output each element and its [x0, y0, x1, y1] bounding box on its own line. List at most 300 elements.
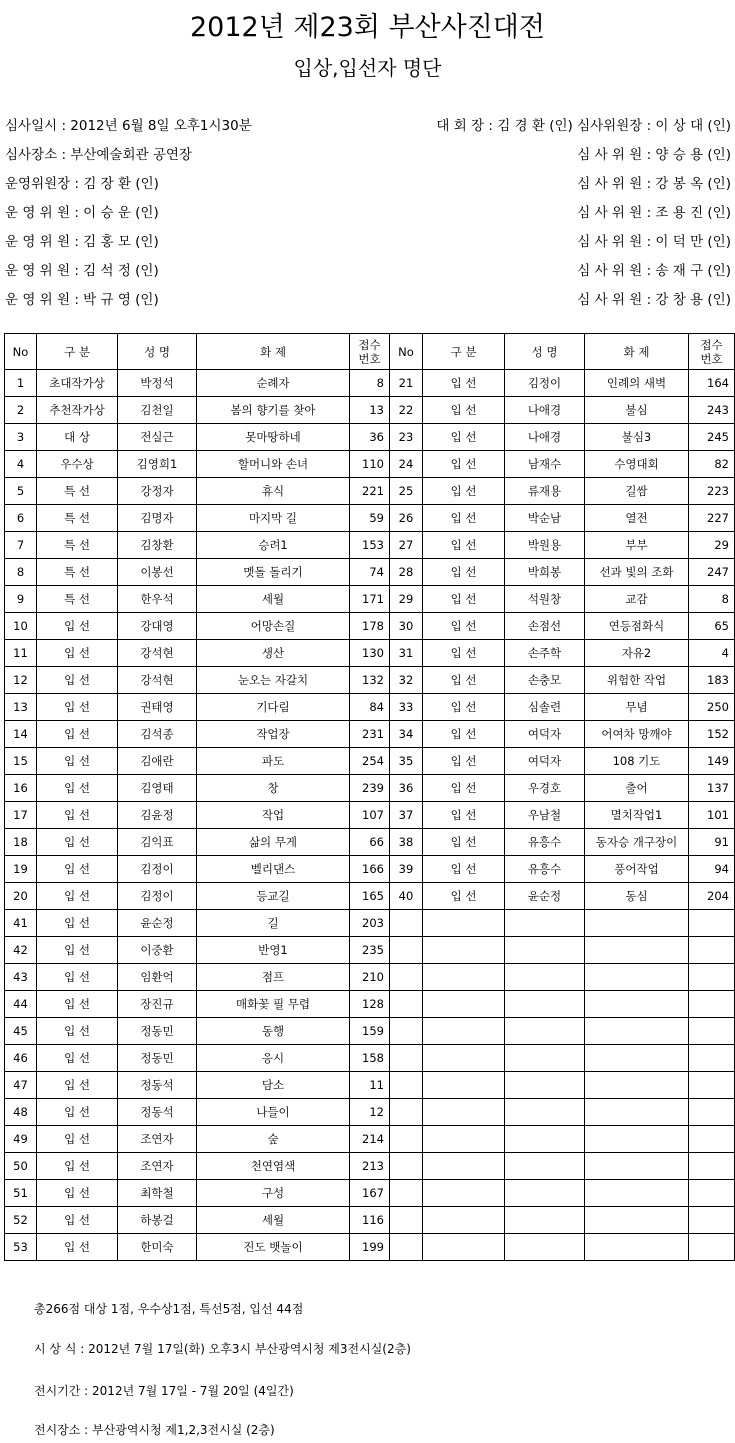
document-title: 2012년 제23회 부산사진대전 [190, 12, 545, 43]
cell-name [505, 1018, 585, 1045]
cell-no: 40 [390, 883, 423, 910]
cell-category: 입 선 [37, 964, 118, 991]
cell-name: 이봉선 [118, 559, 197, 586]
cell-work-title: 출어 [585, 775, 689, 802]
cell-name: 류재용 [505, 478, 585, 505]
table-row [5, 586, 735, 613]
cell-no [390, 1126, 423, 1153]
cell-work-title: 담소 [197, 1072, 350, 1099]
info-right-text: 심 사 위 원 : 이 덕 만 (인) [577, 234, 731, 250]
cell-work-title: 작업 [197, 802, 350, 829]
cell-no [390, 937, 423, 964]
cell-category: 입 선 [37, 937, 118, 964]
cell-category [423, 937, 505, 964]
cell-entry-no: 94 [689, 856, 735, 883]
cell-work-title: 수영대회 [585, 451, 689, 478]
cell-work-title [585, 910, 689, 937]
cell-category: 입 선 [423, 856, 505, 883]
table-row [5, 478, 735, 505]
cell-entry-no: 227 [689, 505, 735, 532]
cell-work-title: 동자승 개구장이 [585, 829, 689, 856]
cell-category: 입 선 [423, 370, 505, 397]
info-row [0, 143, 735, 167]
cell-entry-no: 239 [350, 775, 390, 802]
cell-work-title: 세월 [197, 1207, 350, 1234]
cell-work-title: 응시 [197, 1045, 350, 1072]
table-row [5, 397, 735, 424]
cell-no [390, 1207, 423, 1234]
cell-entry-no: 158 [350, 1045, 390, 1072]
cell-entry-no: 171 [350, 586, 390, 613]
cell-no [390, 1045, 423, 1072]
table-row [5, 748, 735, 775]
cell-entry-no [689, 1045, 735, 1072]
cell-no: 52 [5, 1207, 37, 1234]
cell-name: 정동석 [118, 1072, 197, 1099]
cell-name: 한우석 [118, 586, 197, 613]
cell-no: 51 [5, 1180, 37, 1207]
cell-no: 44 [5, 991, 37, 1018]
cell-entry-no: 82 [689, 451, 735, 478]
cell-no [390, 1153, 423, 1180]
cell-name: 김정이 [118, 883, 197, 910]
table-header-row [5, 334, 735, 370]
cell-entry-no: 128 [350, 991, 390, 1018]
cell-name: 김윤정 [118, 802, 197, 829]
cell-work-title: 세월 [197, 586, 350, 613]
cell-work-title: 등교길 [197, 883, 350, 910]
cell-entry-no: 84 [350, 694, 390, 721]
cell-category: 입 선 [37, 721, 118, 748]
cell-work-title: 할머니와 손녀 [197, 451, 350, 478]
cell-entry-no: 29 [689, 532, 735, 559]
cell-name [505, 910, 585, 937]
cell-name: 여덕자 [505, 721, 585, 748]
cell-category: 특 선 [37, 532, 118, 559]
cell-work-title: 반영1 [197, 937, 350, 964]
table-row [5, 667, 735, 694]
cell-no: 24 [390, 451, 423, 478]
cell-no [390, 1234, 423, 1261]
cell-category: 입 선 [423, 451, 505, 478]
cell-no: 18 [5, 829, 37, 856]
cell-work-title: 순례자 [197, 370, 350, 397]
cell-category [423, 1153, 505, 1180]
cell-no: 22 [390, 397, 423, 424]
cell-work-title: 자유2 [585, 640, 689, 667]
footer-ceremony: 시 상 식 : 2012년 7월 17일(화) 오후3시 부산광역시청 제3전시실(2층) [34, 1342, 411, 1356]
cell-entry-no: 91 [689, 829, 735, 856]
cell-no: 10 [5, 613, 37, 640]
table-row [5, 1072, 735, 1099]
cell-entry-no [689, 1072, 735, 1099]
cell-category: 입 선 [423, 667, 505, 694]
cell-work-title [585, 1234, 689, 1261]
cell-category [423, 1234, 505, 1261]
cell-no: 50 [5, 1153, 37, 1180]
cell-no [390, 964, 423, 991]
cell-name [505, 964, 585, 991]
cell-work-title: 선과 빛의 조화 [585, 559, 689, 586]
table-row [5, 1234, 735, 1261]
cell-no: 38 [390, 829, 423, 856]
cell-work-title: 휴식 [197, 478, 350, 505]
cell-name: 우경호 [505, 775, 585, 802]
table-row [5, 640, 735, 667]
cell-category: 초대작가상 [37, 370, 118, 397]
cell-entry-no [689, 1207, 735, 1234]
info-row [0, 114, 735, 138]
cell-name: 강정자 [118, 478, 197, 505]
table-row [5, 1018, 735, 1045]
cell-name [505, 1072, 585, 1099]
cell-work-title: 봄의 향기를 찾아 [197, 397, 350, 424]
table-row [5, 451, 735, 478]
cell-work-title: 열전 [585, 505, 689, 532]
table-row [5, 613, 735, 640]
cell-work-title [585, 1180, 689, 1207]
cell-no: 26 [390, 505, 423, 532]
cell-entry-no: 74 [350, 559, 390, 586]
cell-name: 손점선 [505, 613, 585, 640]
info-row [0, 288, 735, 312]
info-row [0, 230, 735, 254]
cell-category [423, 991, 505, 1018]
cell-no: 9 [5, 586, 37, 613]
cell-entry-no: 152 [689, 721, 735, 748]
cell-name: 조연자 [118, 1126, 197, 1153]
cell-no: 42 [5, 937, 37, 964]
cell-work-title: 생산 [197, 640, 350, 667]
cell-name: 정동석 [118, 1099, 197, 1126]
cell-name: 나애경 [505, 397, 585, 424]
cell-name [505, 1045, 585, 1072]
cell-work-title: 매화꽃 필 무렵 [197, 991, 350, 1018]
cell-category: 입 선 [423, 586, 505, 613]
cell-category: 입 선 [423, 559, 505, 586]
cell-entry-no: 235 [350, 937, 390, 964]
cell-entry-no: 12 [350, 1099, 390, 1126]
cell-no: 23 [390, 424, 423, 451]
table-row [5, 505, 735, 532]
cell-entry-no: 247 [689, 559, 735, 586]
cell-no: 27 [390, 532, 423, 559]
cell-work-title: 창 [197, 775, 350, 802]
cell-no: 20 [5, 883, 37, 910]
cell-no: 33 [390, 694, 423, 721]
cell-no: 46 [5, 1045, 37, 1072]
table-row [5, 856, 735, 883]
cell-no [390, 1018, 423, 1045]
cell-no: 11 [5, 640, 37, 667]
cell-category [423, 1126, 505, 1153]
cell-entry-no: 107 [350, 802, 390, 829]
cell-name [505, 1207, 585, 1234]
table-row [5, 370, 735, 397]
cell-category: 입 선 [37, 991, 118, 1018]
cell-category: 입 선 [423, 397, 505, 424]
cell-name: 우남철 [505, 802, 585, 829]
cell-name: 한미숙 [118, 1234, 197, 1261]
cell-no: 12 [5, 667, 37, 694]
cell-category: 입 선 [423, 748, 505, 775]
winners-table [4, 333, 735, 1261]
cell-work-title: 부부 [585, 532, 689, 559]
cell-no: 43 [5, 964, 37, 991]
table-row [5, 1126, 735, 1153]
cell-no: 2 [5, 397, 37, 424]
cell-work-title [585, 1072, 689, 1099]
cell-category: 입 선 [37, 856, 118, 883]
cell-work-title: 기다림 [197, 694, 350, 721]
cell-no: 48 [5, 1099, 37, 1126]
cell-entry-no: 153 [350, 532, 390, 559]
info-left-text: 운 영 위 원 : 김 홍 모 (인) [5, 234, 159, 250]
cell-work-title: 점프 [197, 964, 350, 991]
header-entry-no-line1: 접수 [700, 337, 723, 352]
cell-category: 입 선 [37, 613, 118, 640]
info-right-text: 심 사 위 원 : 양 승 용 (인) [577, 147, 731, 163]
table-row [5, 1207, 735, 1234]
cell-no: 19 [5, 856, 37, 883]
cell-work-title: 무념 [585, 694, 689, 721]
cell-work-title: 풍어작업 [585, 856, 689, 883]
cell-no [390, 991, 423, 1018]
cell-category [423, 1072, 505, 1099]
cell-category: 입 선 [37, 1234, 118, 1261]
cell-name: 김석종 [118, 721, 197, 748]
cell-name: 석원창 [505, 586, 585, 613]
cell-category: 입 선 [37, 829, 118, 856]
cell-work-title: 천연염색 [197, 1153, 350, 1180]
cell-entry-no [689, 1018, 735, 1045]
info-left-text: 심사장소 : 부산예술회관 공연장 [5, 147, 192, 163]
cell-entry-no: 116 [350, 1207, 390, 1234]
cell-work-title [585, 937, 689, 964]
cell-name: 이중환 [118, 937, 197, 964]
cell-entry-no [689, 1234, 735, 1261]
cell-category: 입 선 [37, 1099, 118, 1126]
cell-category: 입 선 [37, 1045, 118, 1072]
cell-entry-no [689, 910, 735, 937]
cell-name: 강대영 [118, 613, 197, 640]
cell-work-title: 불심3 [585, 424, 689, 451]
cell-category: 입 선 [37, 640, 118, 667]
cell-work-title: 못마땅하네 [197, 424, 350, 451]
info-row [0, 259, 735, 283]
cell-no: 4 [5, 451, 37, 478]
cell-entry-no: 243 [689, 397, 735, 424]
cell-category: 입 선 [423, 829, 505, 856]
cell-category: 우수상 [37, 451, 118, 478]
cell-no: 25 [390, 478, 423, 505]
cell-entry-no: 245 [689, 424, 735, 451]
cell-name: 김창환 [118, 532, 197, 559]
cell-category: 입 선 [37, 748, 118, 775]
header-entry-no-line2: 번호 [700, 351, 723, 366]
header-entry-no [689, 334, 735, 370]
cell-entry-no: 254 [350, 748, 390, 775]
cell-no: 8 [5, 559, 37, 586]
cell-entry-no: 130 [350, 640, 390, 667]
cell-work-title: 연등점화식 [585, 613, 689, 640]
cell-entry-no: 59 [350, 505, 390, 532]
cell-name: 김정이 [505, 370, 585, 397]
cell-entry-no: 132 [350, 667, 390, 694]
cell-category: 입 선 [423, 505, 505, 532]
info-right-text: 심 사 위 원 : 송 재 구 (인) [577, 263, 731, 279]
table-row [5, 1180, 735, 1207]
cell-no: 37 [390, 802, 423, 829]
cell-name: 김명자 [118, 505, 197, 532]
table-row [5, 964, 735, 991]
cell-name: 김영태 [118, 775, 197, 802]
cell-work-title: 불심 [585, 397, 689, 424]
cell-category: 입 선 [423, 802, 505, 829]
table-row [5, 937, 735, 964]
cell-name: 손충모 [505, 667, 585, 694]
cell-category: 특 선 [37, 478, 118, 505]
cell-work-title: 구성 [197, 1180, 350, 1207]
cell-category: 입 선 [423, 613, 505, 640]
info-right-text: 심 사 위 원 : 강 봉 옥 (인) [577, 176, 731, 192]
cell-name: 나애경 [505, 424, 585, 451]
cell-name: 전실근 [118, 424, 197, 451]
cell-name: 김영희1 [118, 451, 197, 478]
cell-no: 49 [5, 1126, 37, 1153]
table-row [5, 991, 735, 1018]
cell-work-title: 멧돌 돌리기 [197, 559, 350, 586]
cell-name: 임환억 [118, 964, 197, 991]
cell-no: 28 [390, 559, 423, 586]
info-left-text: 운 영 위 원 : 박 규 영 (인) [5, 292, 159, 308]
cell-entry-no: 250 [689, 694, 735, 721]
cell-name: 박정석 [118, 370, 197, 397]
cell-category: 특 선 [37, 559, 118, 586]
cell-entry-no: 166 [350, 856, 390, 883]
cell-category: 입 선 [423, 721, 505, 748]
cell-category: 입 선 [37, 802, 118, 829]
cell-category: 입 선 [37, 1207, 118, 1234]
table-row [5, 775, 735, 802]
cell-work-title: 숲 [197, 1126, 350, 1153]
cell-name: 김익표 [118, 829, 197, 856]
cell-category [423, 964, 505, 991]
cell-entry-no: 36 [350, 424, 390, 451]
cell-entry-no: 65 [689, 613, 735, 640]
cell-category: 입 선 [37, 1153, 118, 1180]
cell-entry-no: 11 [350, 1072, 390, 1099]
cell-no [390, 910, 423, 937]
cell-entry-no: 13 [350, 397, 390, 424]
cell-name: 김천일 [118, 397, 197, 424]
cell-no: 13 [5, 694, 37, 721]
cell-category: 입 선 [37, 1126, 118, 1153]
cell-entry-no [689, 1180, 735, 1207]
cell-no: 47 [5, 1072, 37, 1099]
cell-name [505, 1234, 585, 1261]
cell-no: 17 [5, 802, 37, 829]
cell-work-title: 벨리댄스 [197, 856, 350, 883]
cell-no: 45 [5, 1018, 37, 1045]
cell-no: 5 [5, 478, 37, 505]
cell-entry-no: 223 [689, 478, 735, 505]
cell-name: 남재수 [505, 451, 585, 478]
table-row [5, 424, 735, 451]
cell-category: 입 선 [37, 694, 118, 721]
cell-work-title: 길쌈 [585, 478, 689, 505]
cell-entry-no: 66 [350, 829, 390, 856]
header-name: 성 명 [118, 334, 197, 370]
cell-work-title [585, 964, 689, 991]
cell-no: 3 [5, 424, 37, 451]
cell-category [423, 1099, 505, 1126]
cell-category [423, 1018, 505, 1045]
info-left-text: 운 영 위 원 : 이 승 운 (인) [5, 205, 159, 221]
footer-venue: 전시장소 : 부산광역시청 제1,2,3전시실 (2층) [34, 1423, 275, 1437]
header-entry-no-line2: 번호 [358, 351, 381, 366]
cell-entry-no: 214 [350, 1126, 390, 1153]
cell-no: 31 [390, 640, 423, 667]
cell-category: 입 선 [423, 883, 505, 910]
cell-work-title: 멸치작업1 [585, 802, 689, 829]
cell-no: 36 [390, 775, 423, 802]
cell-work-title: 나들이 [197, 1099, 350, 1126]
cell-name: 박희봉 [505, 559, 585, 586]
cell-no [390, 1180, 423, 1207]
cell-name: 유흥수 [505, 829, 585, 856]
cell-name [505, 1153, 585, 1180]
cell-no: 35 [390, 748, 423, 775]
cell-category: 입 선 [37, 1180, 118, 1207]
cell-entry-no [689, 1126, 735, 1153]
cell-category: 입 선 [423, 694, 505, 721]
header-name: 성 명 [505, 334, 585, 370]
header-category: 구 분 [423, 334, 505, 370]
cell-entry-no [689, 1153, 735, 1180]
cell-work-title [585, 1045, 689, 1072]
cell-no: 7 [5, 532, 37, 559]
cell-work-title: 작업장 [197, 721, 350, 748]
cell-category: 특 선 [37, 505, 118, 532]
table-row [5, 1099, 735, 1126]
cell-work-title [585, 1018, 689, 1045]
cell-no: 15 [5, 748, 37, 775]
cell-name: 윤순정 [118, 910, 197, 937]
cell-name: 정동민 [118, 1018, 197, 1045]
cell-entry-no: 4 [689, 640, 735, 667]
table-row [5, 883, 735, 910]
footer-period: 전시기간 : 2012년 7월 17일 - 7월 20일 (4일간) [34, 1384, 294, 1398]
cell-category: 입 선 [423, 532, 505, 559]
cell-work-title: 진도 뱃놀이 [197, 1234, 350, 1261]
cell-work-title [585, 1126, 689, 1153]
cell-category [423, 1207, 505, 1234]
cell-no: 30 [390, 613, 423, 640]
header-no: No [390, 334, 423, 370]
cell-no: 14 [5, 721, 37, 748]
cell-category: 입 선 [37, 883, 118, 910]
cell-work-title [585, 1099, 689, 1126]
cell-entry-no: 183 [689, 667, 735, 694]
cell-name: 김정이 [118, 856, 197, 883]
cell-entry-no [689, 1099, 735, 1126]
cell-entry-no [689, 937, 735, 964]
table-row [5, 1045, 735, 1072]
table-row [5, 532, 735, 559]
cell-name: 최학철 [118, 1180, 197, 1207]
header-entry-no [350, 334, 390, 370]
